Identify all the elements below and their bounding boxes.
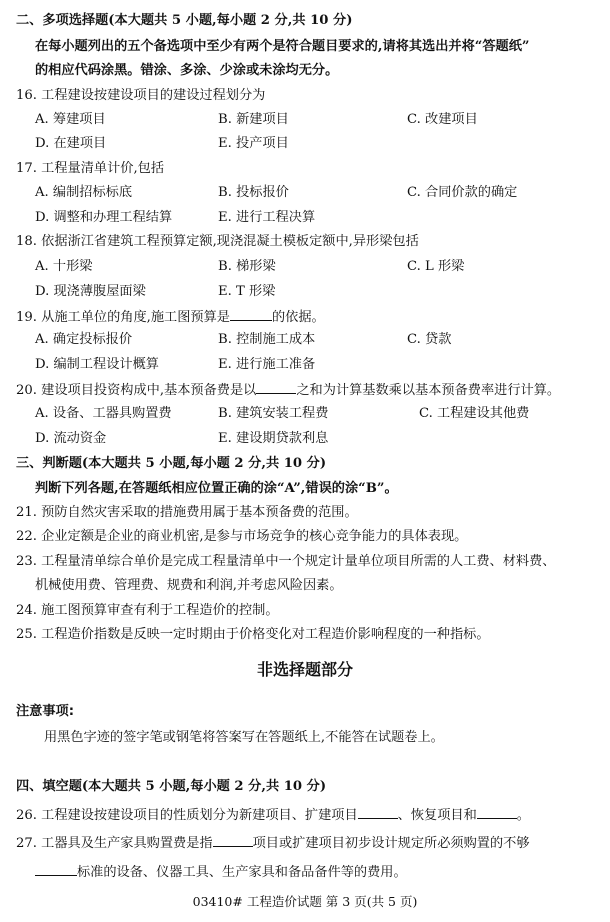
answer-blank: [477, 805, 517, 819]
question-18-option-c: C. L 形梁: [407, 259, 465, 274]
question-19-stem: [16, 307, 325, 327]
answer-blank: [256, 380, 296, 394]
question-27-text: 27. 工器具及生产家具购置费是指: [16, 836, 213, 851]
question-19-option-c: C. 贷款: [407, 332, 452, 347]
question-27-text-end: 标准的设备、仪器工具、生产家具和备品备件等的费用。: [77, 865, 407, 880]
question-23-line-2: 机械使用费、管理费、规费和利润,并考虑风险因素。: [35, 578, 343, 593]
question-17-option-a: A. 编制招标标底: [35, 185, 133, 200]
answer-blank: [35, 862, 77, 876]
section-title-fill-in: 四、填空题(本大题共 5 小题,每小题 2 分,共 10 分): [16, 779, 327, 794]
question-19-option-d: D. 编制工程设计概算: [35, 357, 159, 372]
question-16-option-e: E. 投产项目: [218, 136, 289, 151]
question-16-option-b: B. 新建项目: [218, 112, 289, 127]
question-18-option-a: A. 十形梁: [35, 259, 93, 274]
question-18-option-b: B. 梯形梁: [218, 259, 276, 274]
question-16-option-d: D. 在建项目: [35, 136, 107, 151]
question-17-option-e: E. 进行工程决算: [218, 210, 316, 225]
answer-blank: [358, 805, 398, 819]
question-17-option-d: D. 调整和办理工程结算: [35, 210, 173, 225]
page-footer: 03410# 工程造价试题 第 3 页(共 5 页): [192, 894, 418, 909]
question-20-option-c: C. 工程建设其他费: [419, 406, 530, 421]
question-26-text-mid: 、恢复项目和: [397, 808, 477, 823]
question-20-option-b: B. 建筑安装工程费: [218, 406, 329, 421]
section-instruction: 在每小题列出的五个备选项中至少有两个是符合题目要求的,请将其选出并将“答题纸”: [35, 39, 530, 54]
notice-title: 注意事项:: [16, 704, 75, 719]
question-18-option-e: E. T 形梁: [218, 284, 276, 299]
question-27-line-1: [16, 833, 530, 853]
question-20-stem: [16, 380, 560, 400]
question-18-stem: 18. 依据浙江省建筑工程预算定额,现浇混凝土模板定额中,异形梁包括: [16, 234, 419, 249]
question-20-option-a: A. 设备、工器具购置费: [35, 406, 172, 421]
question-19-option-b: B. 控制施工成本: [218, 332, 316, 347]
question-16-stem: 16. 工程建设按建设项目的建设过程划分为: [16, 88, 266, 103]
question-23-line-1: 23. 工程量清单综合单价是完成工程量清单中一个规定计量单位项目所需的人工费、材料费、: [16, 554, 556, 569]
question-26: [16, 805, 530, 825]
question-26-text: 26. 工程建设按建设项目的性质划分为新建项目、扩建项目: [16, 808, 358, 823]
question-27-line-2: [35, 862, 407, 882]
question-24: 24. 施工图预算审查有利于工程造价的控制。: [16, 603, 279, 618]
notice-text: 用黑色字迹的签字笔或钢笔将答案写在答题纸上,不能答在试题卷上。: [44, 730, 444, 745]
section-title-multiple-choice: 二、多项选择题(本大题共 5 小题,每小题 2 分,共 10 分): [16, 13, 353, 28]
part-heading: 非选择题部分: [256, 660, 353, 679]
question-17-option-c: C. 合同价款的确定: [407, 185, 518, 200]
question-20-option-d: D. 流动资金: [35, 431, 107, 446]
question-19-option-a: A. 确定投标报价: [35, 332, 133, 347]
answer-blank: [213, 833, 253, 847]
question-26-text-end: 。: [516, 808, 530, 823]
question-19-stem-text-end: 的依据。: [271, 310, 325, 325]
question-20-stem-text-end: 之和为计算基数乘以基本预备费率进行计算。: [296, 383, 561, 398]
question-18-option-d: D. 现浇薄腹屋面梁: [35, 284, 146, 299]
question-21: 21. 预防自然灾害采取的措施费用属于基本预备费的范围。: [16, 505, 358, 520]
question-20-option-e: E. 建设期贷款利息: [218, 431, 329, 446]
answer-blank: [230, 307, 272, 321]
question-22: 22. 企业定额是企业的商业机密,是参与市场竞争的核心竞争能力的具体表现。: [16, 529, 468, 544]
question-16-option-c: C. 改建项目: [407, 112, 478, 127]
question-16-option-a: A. 筹建项目: [35, 112, 106, 127]
section-instruction: 判断下列各题,在答题纸相应位置正确的涂“A”,错误的涂“B”。: [35, 481, 398, 496]
section-instruction: 的相应代码涂黑。错涂、多涂、少涂或未涂均无分。: [35, 63, 339, 78]
question-17-option-b: B. 投标报价: [218, 185, 289, 200]
question-19-stem-text: 19. 从施工单位的角度,施工图预算是: [16, 310, 230, 325]
question-27-text-mid: 项目或扩建项目初步设计规定所必须购置的不够: [252, 836, 530, 851]
question-25: 25. 工程造价指数是反映一定时期由于价格变化对工程造价影响程度的一种指标。: [16, 627, 490, 642]
section-title-true-false: 三、判断题(本大题共 5 小题,每小题 2 分,共 10 分): [16, 456, 327, 471]
question-19-option-e: E. 进行施工准备: [218, 357, 316, 372]
question-20-stem-text: 20. 建设项目投资构成中,基本预备费是以: [16, 383, 257, 398]
question-17-stem: 17. 工程量清单计价,包括: [16, 161, 165, 176]
